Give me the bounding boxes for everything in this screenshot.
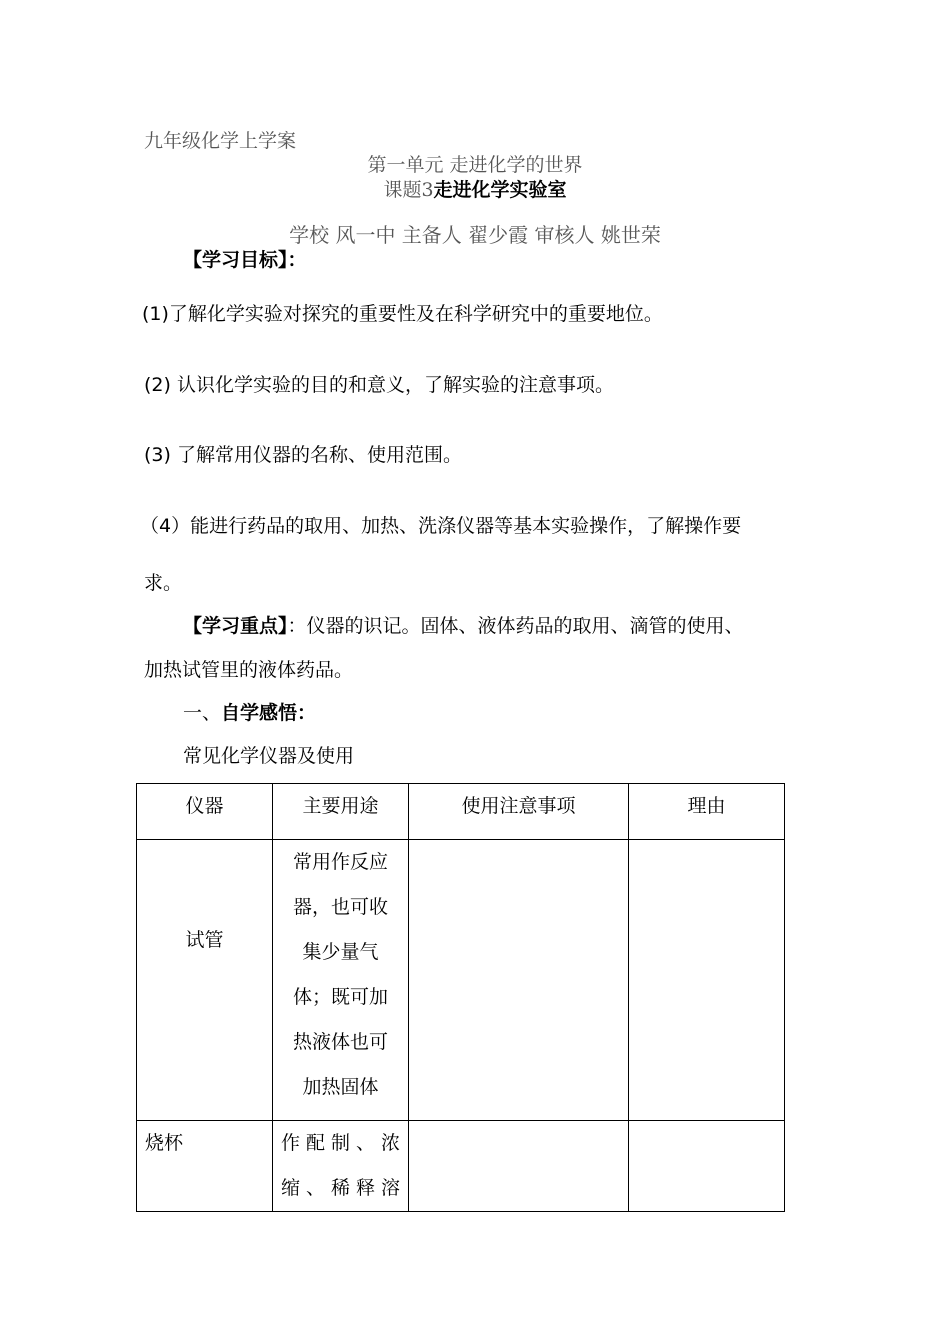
objective-item-3: (3) 了解常用仪器的名称、使用范围。 (144, 444, 462, 466)
main-use-line: 作配制、浓 (281, 1132, 400, 1154)
table-row (137, 840, 785, 1121)
objective-item-1: (1)了解化学实验对探究的重要性及在科学研究中的重要地位。 (142, 303, 663, 325)
instrument-table (136, 783, 785, 1212)
header-cell-reason: 理由 (629, 784, 785, 840)
key-points-text-continued: 加热试管里的液体药品。 (144, 659, 354, 681)
objective-item-2: (2) 认识化学实验的目的和意义，了解实验的注意事项。 (144, 374, 614, 396)
lesson-prefix: 课题3 (383, 179, 434, 201)
objectives-heading: 【学习目标】： (183, 249, 307, 271)
header-cell-precautions: 使用注意事项 (409, 784, 629, 840)
instrument-name-cell: 试管 (137, 840, 273, 1121)
unit-title: 第一单元 走进化学的世界 (367, 154, 583, 176)
doc-label: 九年级化学上学案 (144, 130, 297, 152)
table-row (137, 1121, 785, 1212)
lesson-title-line (0, 175, 950, 202)
header-cell-main-use: 主要用途 (273, 784, 409, 840)
header-cell-instrument: 仪器 (137, 784, 273, 840)
section1-title: 自学感悟： (221, 702, 317, 724)
reason-cell (629, 1121, 785, 1212)
precautions-cell (409, 840, 629, 1121)
main-use-line: 缩、稀释溶 (281, 1177, 400, 1199)
key-points-text: ：仪器的识记。固体、液体药品的取用、滴管的使用、 (287, 615, 744, 637)
main-use-line: 加热固体 (302, 1076, 379, 1098)
main-use-cell (273, 1121, 409, 1212)
reason-cell (629, 840, 785, 1121)
lesson-title: 走进化学实验室 (433, 179, 567, 201)
key-points-heading: 【学习重点】 (183, 615, 288, 637)
precautions-cell (409, 1121, 629, 1212)
main-use-line: 集少量气 (302, 941, 379, 963)
section1-heading (183, 698, 316, 725)
main-use-line: 体；既可加 (292, 986, 388, 1008)
section1-number: 一、 (183, 702, 222, 724)
main-use-line: 常用作反应 (292, 851, 388, 873)
table-header-row (137, 784, 785, 840)
instrument-name-cell: 烧杯 (137, 1121, 273, 1212)
authors-line: 学校 风一中 主备人 翟少霞 审核人 姚世荣 (289, 223, 661, 247)
objective-item-4: （4）能进行药品的取用、加热、洗涤仪器等基本实验操作，了解操作要 (140, 515, 742, 537)
main-use-line: 器，也可收 (292, 896, 388, 918)
table-caption: 常见化学仪器及使用 (183, 745, 355, 767)
key-points-line (183, 611, 744, 638)
main-use-line: 热液体也可 (292, 1031, 388, 1053)
objective-item-4-continued: 求。 (144, 572, 183, 594)
main-use-cell (273, 840, 409, 1121)
